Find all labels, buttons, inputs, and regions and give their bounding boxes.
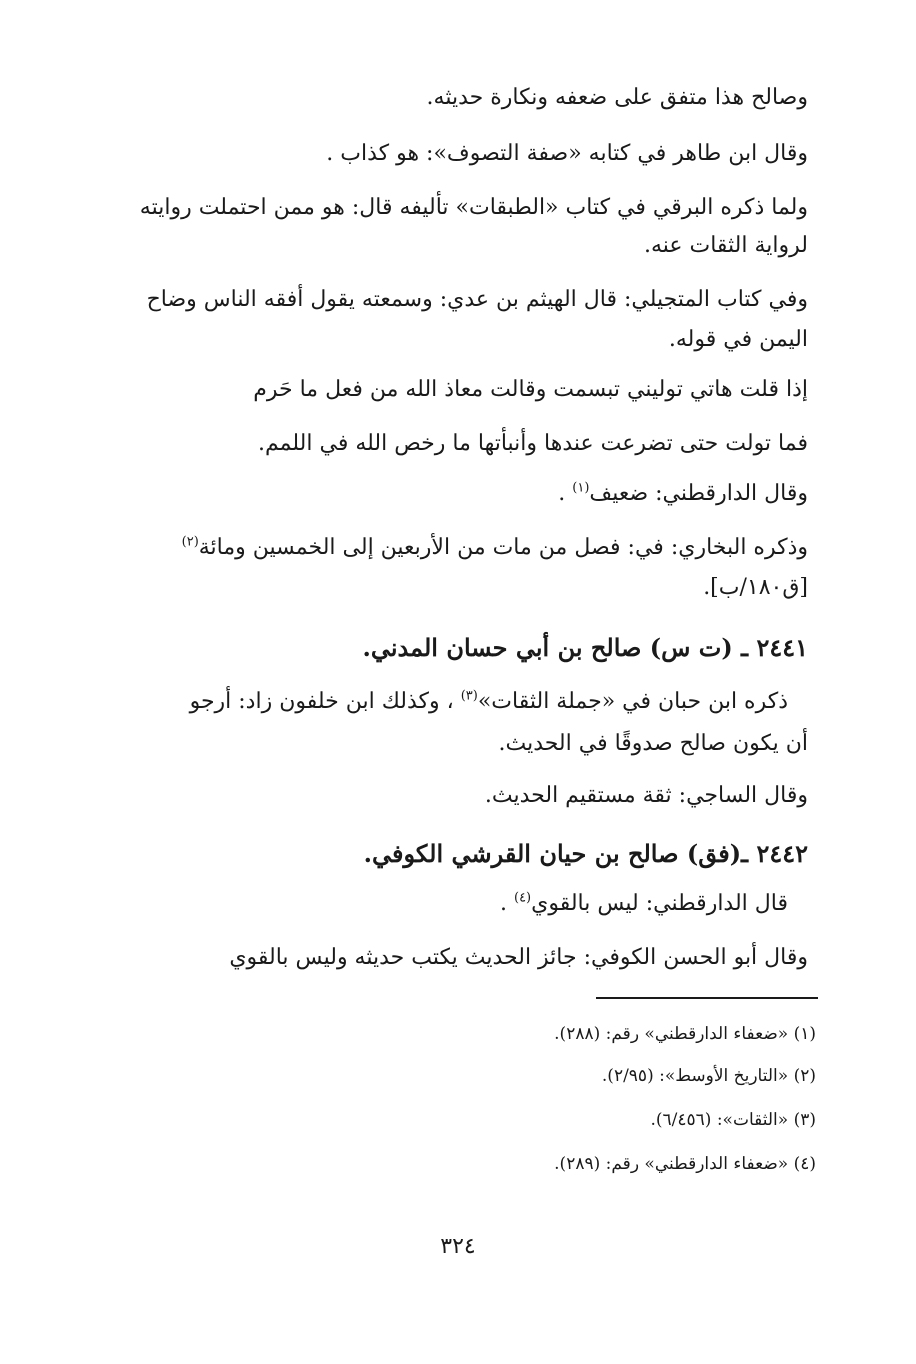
text-line	[102, 688, 788, 716]
line-text: وذكره البخاري: في: فصل من مات من الأربعين إلى الخمسين ومائة	[198, 535, 808, 560]
line-text: أن يكون صالح صدوقًا في الحديث.	[498, 731, 808, 756]
line-text: وفي كتاب المتجيلي: قال الهيثم بن عدي: وسمعته يقول أفقه الناس وضاح	[146, 287, 808, 312]
line-text: [ق١٨٠/ب].	[703, 575, 808, 600]
line-text: وقال أبو الحسن الكوفي: جائز الحديث يكتب حديثه وليس بالقوي	[229, 945, 808, 970]
text-line	[102, 534, 808, 562]
footnote	[602, 1064, 816, 1088]
line-text: ، وكذلك ابن خلفون زاد: أرجو	[189, 689, 461, 714]
text-line	[427, 84, 808, 112]
line-text: ولما ذكره البرقي في كتاب «الطبقات» تأليفه قال: هو ممن احتملت روايته	[139, 195, 808, 220]
text-line	[102, 194, 808, 222]
heading-text: ٢٤٤١ ـ (ت س) صالح بن أبي حسان المدني.	[362, 633, 808, 662]
line-text: .	[558, 481, 573, 506]
footnote	[554, 1022, 816, 1046]
text-line	[669, 326, 808, 354]
text-line	[485, 782, 808, 810]
line-text: إذا قلت هاتي توليني تبسمت وقالت معاذ الله من فعل ما حَرم	[253, 377, 808, 402]
footnote-text: (٤) «ضعفاء الدارقطني» رقم: (٢٨٩).	[554, 1154, 816, 1174]
footnote-marker: (٣)	[460, 688, 478, 704]
text-line	[644, 232, 808, 260]
text-line	[558, 480, 808, 508]
footnote-marker: (٤)	[513, 890, 532, 906]
text-line	[703, 574, 808, 602]
line-text: وصالح هذا متفق على ضعفه ونكارة حديثه.	[426, 85, 808, 110]
text-line	[102, 944, 808, 972]
footnote	[554, 1152, 816, 1176]
text-line	[500, 890, 788, 918]
line-text: وقال الساجي: ثقة مستقيم الحديث.	[484, 783, 808, 808]
footnote-text: (٣) «الثقات»: (٦/٤٥٦).	[650, 1110, 816, 1130]
line-text: ذكره ابن حبان في «جملة الثقات»	[477, 689, 788, 714]
line-text: وقال الدارقطني: ضعيف	[589, 481, 808, 506]
heading-text: ٢٤٤٢ ـ(فق) صالح بن حيان القرشي الكوفي.	[363, 839, 808, 868]
page-number: ٣٢٤	[440, 1234, 476, 1259]
entry-heading	[362, 634, 808, 662]
poetry-line	[253, 376, 808, 404]
footnote-marker: (٢)	[181, 534, 199, 550]
line-text: وقال ابن طاهر في كتابه «صفة التصوف»: هو كذاب .	[326, 141, 808, 166]
footnote-text: (١) «ضعفاء الدارقطني» رقم: (٢٨٨).	[554, 1024, 816, 1044]
entry-heading	[364, 840, 808, 868]
text-line	[102, 286, 808, 314]
poetry-line	[258, 430, 808, 458]
text-line	[326, 140, 808, 168]
footnote	[650, 1108, 816, 1132]
line-text: اليمن في قوله.	[668, 327, 808, 352]
line-text: .	[499, 891, 514, 916]
text-line	[498, 730, 808, 758]
footnote-divider	[596, 997, 818, 999]
line-text: فما تولت حتى تضرعت عندها وأنبأتها ما رخص الله في اللمم.	[258, 431, 808, 456]
footnote-marker: (١)	[572, 480, 590, 496]
line-text: لرواية الثقات عنه.	[643, 233, 808, 258]
footnote-text: (٢) «التاريخ الأوسط»: (٢/٩٥).	[601, 1066, 816, 1086]
line-text: قال الدارقطني: ليس بالقوي	[531, 891, 788, 916]
